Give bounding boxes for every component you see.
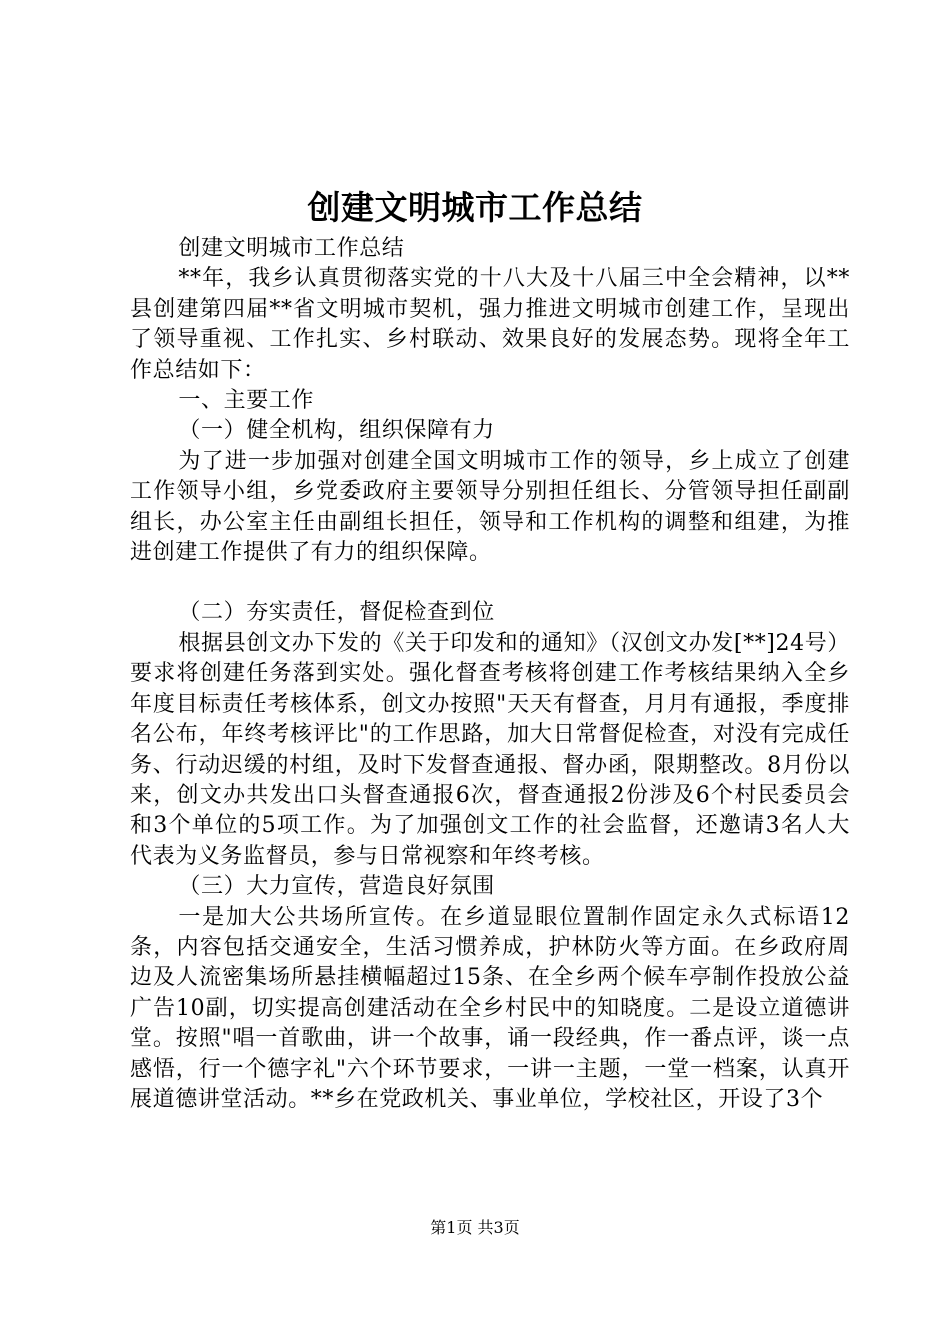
document-title: 创建文明城市工作总结 bbox=[307, 188, 643, 227]
paragraph-spacer bbox=[130, 568, 850, 598]
subsection-heading-1: （一）健全机构，组织保障有力 bbox=[178, 418, 495, 444]
paragraph-subtitle: 创建文明城市工作总结 bbox=[178, 236, 405, 261]
document-body bbox=[130, 234, 850, 1115]
paragraph-intro: **年，我乡认真贯彻落实党的十八大及十八届三中全会精神，以**县创建第四届**省文明城市契机，强力推进文明城市创建工作，呈现出了领导重视、工作扎实、乡村联动、效果良好的发展态势。现将全年工作总结如下： bbox=[130, 266, 850, 383]
paragraph-organization: 为了进一步加强对创建全国文明城市工作的领导，乡上成立了创建工作领导小组，乡党委政府主要领导分别担任组长、分管领导担任副副组长，办公室主任由副组长担任，领导和工作机构的调整和组建，为推进创建工作提供了有力的组织保障。 bbox=[130, 448, 850, 566]
subsection-heading-2: （二）夯实责任，督促检查到位 bbox=[178, 600, 495, 626]
paragraph-responsibility: 根据县创文办下发的《关于印发和的通知》（汉创文办发[**]24号）要求将创建任务落到实处。强化督查考核将创建工作考核结果纳入全乡年度目标责任考核体系，创文办按照"天天有督查，月月有通报，季度排名公布，年终考核评比"的工作思路，加大日常督促检查，对没有完成任务、行动迟缓的村组，及时下发督查通报、督办函，限期整改。8月份以来，创文办共发出口头督查通报6次，督查通报2份涉及6个村民委员会和3个单位的5项工作。为了加强创文工作的社会监督，还邀请3名人大代表为义务监督员，参与日常视察和年终考核。 bbox=[130, 630, 850, 869]
paragraph-publicity: 一是加大公共场所宣传。在乡道显眼位置制作固定永久式标语12条，内容包括交通安全，生活习惯养成，护林防火等方面。在乡政府周边及人流密集场所悬挂横幅超过15条、在全乡两个候车亭制作投放公益广告10副，切实提高创建活动在全乡村民中的知晓度。二是设立道德讲堂。按照"唱一首歌曲，讲一个故事，诵一段经典，作一番点评，谈一点感悟，行一个德字礼"六个环节要求，一讲一主题，一堂一档案，认真开展道德讲堂活动。**乡在党政机关、事业单位，学校社区，开设了3个 bbox=[130, 904, 850, 1112]
subsection-heading-3: （三）大力宣传，营造良好氛围 bbox=[178, 874, 495, 900]
page-footer: 第1页 共3页 bbox=[430, 1218, 520, 1237]
section-heading-main-work: 一、主要工作 bbox=[178, 388, 314, 414]
